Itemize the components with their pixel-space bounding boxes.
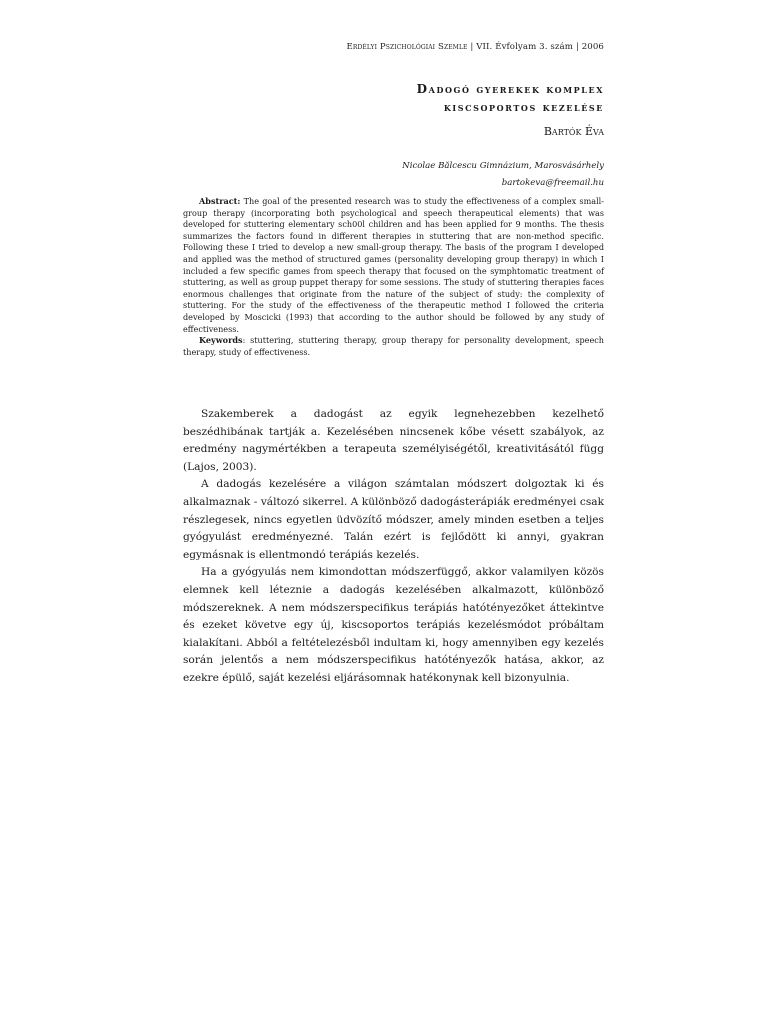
author-name: Bartók Éva <box>543 125 604 138</box>
title-line-2: kiscsoportos kezelése <box>443 100 604 114</box>
title-line-1: Dadogó gyerekek komplex <box>416 82 604 96</box>
body-text <box>183 406 604 688</box>
affiliation: Nicolae Bălcescu Gimnázium, Marosvásárhely <box>402 161 604 171</box>
body-paragraph-2: A dadogás kezelésére a világon számtalan módszert dolgoztak ki és alkalmaznak - változó sikerrel. A különböző dadogásterápiák eredményei csak részlegesek, nincs egyetlen üdvözítő módszer, amely minden esetben a teljes gyógyulást eredményezné. Talán ezért is fejlődött ki annyi, gyakran egymásnak is ellentmondó terápiás kezelés. <box>183 478 604 561</box>
abstract-label: Abstract: <box>199 196 241 206</box>
keywords-paragraph <box>183 335 604 358</box>
abstract <box>183 196 604 358</box>
journal-name: Erdélyi Pszichológiai Szemle <box>346 42 468 52</box>
article-title <box>417 80 604 116</box>
keywords-label: Keywords <box>199 335 243 346</box>
running-head <box>346 42 604 52</box>
keywords-text: : stuttering, stuttering therapy, group therapy for personality development, speech therapy, study of effectiveness. <box>183 335 604 357</box>
header-separator: | <box>470 42 474 52</box>
body-paragraph-1: Szakemberek a dadogást az egyik legnehezebben kezelhető beszédhibának tartják a. Kezelésében nincsenek kőbe vésett szabályok, az eredmény nagymértékben a terapeuta személyiségétől, kreativitásától függ (Lajos, 2003). <box>183 408 604 473</box>
volume-issue: VII. Évfolyam 3. szám <box>476 42 574 52</box>
body-paragraph-3: Ha a gyógyulás nem kimondottan módszerfüggő, akkor valamilyen közös elemnek kell léteznie a dadogás kezelésében alkalmazott, különböző módszereknek. A nem módszerspecifikus terápiás hatótényezőket áttekintve és ezeket követve egy új, kiscsoportos terápiás kezelésmódot próbáltam kialakítani. Abból a feltételezésből indultam ki, hogy amennyiben egy kezelés során jelentős a nem módszerspecifikus hatótényezők hatása, akkor, az ezekre épülő, saját kezelési eljárásomnak hatékonynak kell bizonyulnia. <box>183 566 604 684</box>
abstract-paragraph <box>183 196 604 335</box>
author-email: bartokeva@freemail.hu <box>501 178 604 188</box>
header-separator: | <box>575 42 579 52</box>
author-affiliation-block <box>402 158 604 192</box>
abstract-text: The goal of the presented research was to study the effectiveness of a complex small-group therapy (incorporating both psychological and speech therapeutical elements) that was developed for stuttering elementary sch00l children and has been applied for 9 months. The thesis summarizes the factors found in different therapies in stuttering that are non-method specific. Following these I tried to develop a new small-group therapy. The basis of the program I developed and applied was the method of structured games (personality developing group therapy) in which I included a few specific games from speech therapy that focused on the symphtomatic treatment of stuttering, as well as group puppet therapy for some sessions. The study of stuttering therapies faces enormous challenges that originate from the nature of the subject of study: the complexity of stuttering. For the study of the effectiveness of the therapeutic method I followed the criteria developed by Moscicki (1993) that according to the author should be followed by any study of effectiveness. <box>183 196 605 334</box>
year: 2006 <box>581 42 604 52</box>
